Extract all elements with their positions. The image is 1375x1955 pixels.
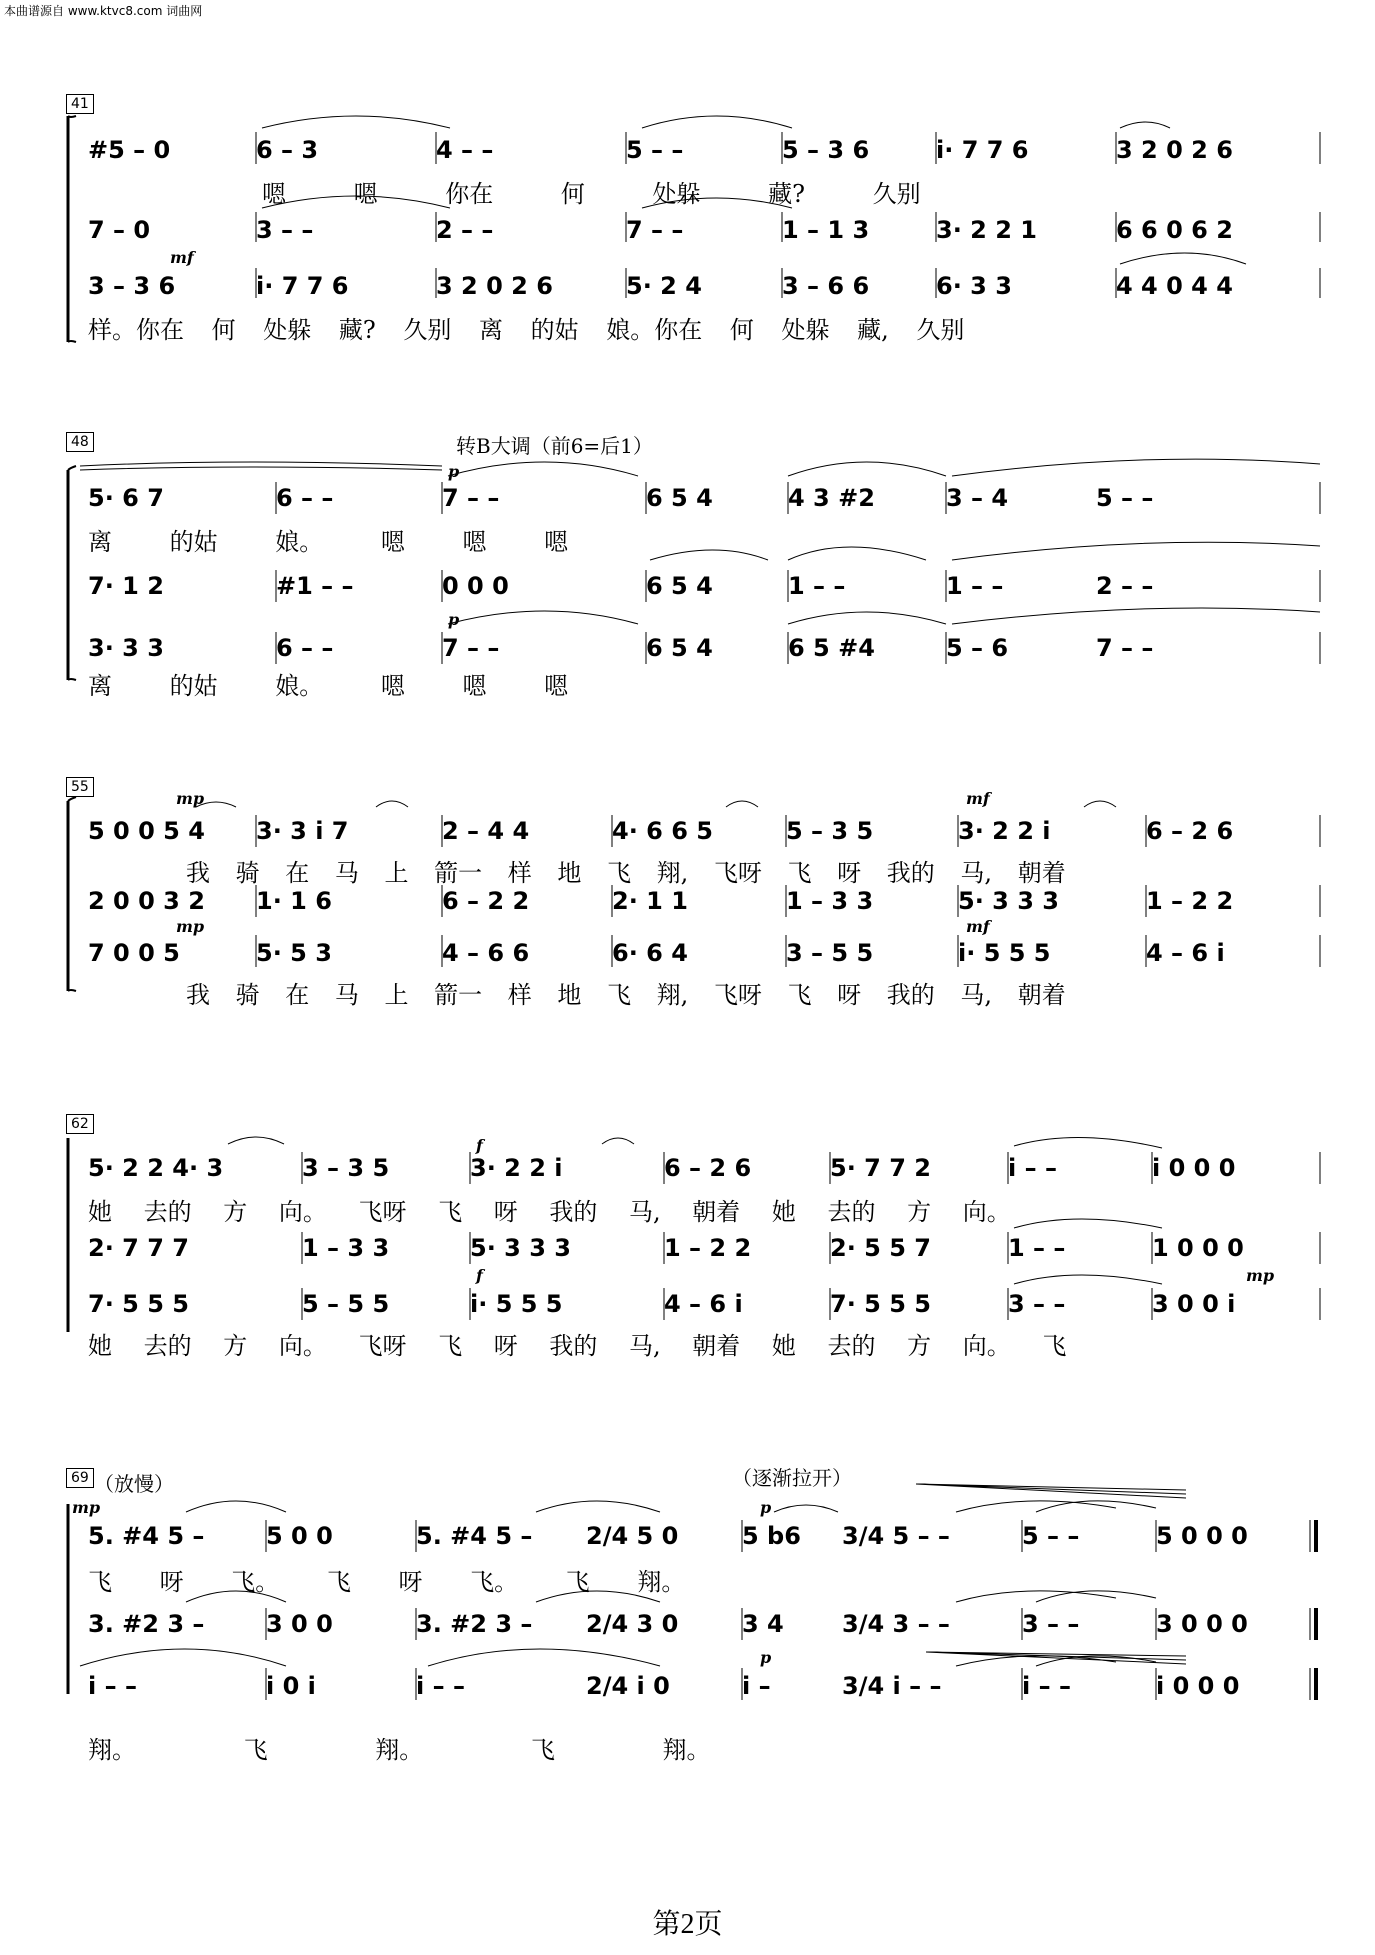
measure: 3/4 i – –: [842, 1672, 942, 1700]
measure: 5 b6: [742, 1522, 801, 1550]
measure: 7 – –: [1096, 634, 1154, 662]
staff-lower-notes: [88, 939, 1320, 967]
measure: 3· 3 i 7: [256, 817, 349, 845]
measure: 3 – –: [1022, 1610, 1080, 1638]
measure: 5· 3 3 3: [958, 887, 1059, 915]
measure: i· 5 5 5: [958, 939, 1051, 967]
tempo-annotation-2: （逐渐拉开）: [732, 1466, 852, 1490]
score-system-3: [66, 775, 1320, 1035]
measure: 7 – 0: [88, 216, 151, 244]
dynamic-marking: p: [760, 1498, 772, 1517]
measure: 6 6 0 6 2: [1116, 216, 1233, 244]
measure: 2 – –: [1096, 572, 1154, 600]
measure: i –: [742, 1672, 771, 1700]
measure: i· 5 5 5: [470, 1290, 563, 1318]
measure: 3 – 5 5: [786, 939, 874, 967]
measure: 6 – 2 6: [1146, 817, 1234, 845]
measure: 3 0 0: [266, 1610, 333, 1638]
dynamic-marking: mf: [170, 248, 194, 267]
measure: 6· 6 4: [612, 939, 688, 967]
measure: i· 7 7 6: [256, 272, 349, 300]
measure: 3 0 0 i: [1152, 1290, 1236, 1318]
lyrics-lower: 我 骑 在 马 上 箭一 样 地 飞 翔, 飞呀 飞 呀 我的 马, 朝着: [186, 981, 1066, 1009]
staff-lower-notes: [88, 634, 1320, 662]
measure: 2/4 5 0: [586, 1522, 679, 1550]
measure: 2 – –: [436, 216, 494, 244]
measure: i – –: [88, 1672, 137, 1700]
measure: 3 0 0 0: [1156, 1610, 1248, 1638]
measure: 1 – 1 3: [782, 216, 870, 244]
measure: i 0 0 0: [1152, 1154, 1236, 1182]
lyrics-lower: 样。你在 何 处躲 藏? 久别 离 的姑 娘。你在 何 处躲 藏, 久别: [88, 316, 965, 344]
measure: 1 0 0 0: [1152, 1234, 1244, 1262]
dynamic-marking: mp: [176, 917, 205, 936]
measure-number: 48: [66, 432, 94, 452]
lyrics-upper: 我 骑 在 马 上 箭一 样 地 飞 翔, 飞呀 飞 呀 我的 马, 朝着: [186, 859, 1066, 887]
measure: #5 – 0: [88, 136, 171, 164]
measure: 3. #2 3 –: [416, 1610, 533, 1638]
measure: 1 – 3 3: [302, 1234, 390, 1262]
measure-number: 55: [66, 777, 94, 797]
measure: 5 0 0 0: [1156, 1522, 1248, 1550]
lyrics-lower: 翔。 飞 翔。 飞 翔。: [88, 1736, 711, 1764]
measure: 3 2 0 2 6: [436, 272, 553, 300]
measure: i – –: [1022, 1672, 1071, 1700]
dynamic-marking: mp: [72, 1498, 101, 1517]
measure: 3· 2 2 i: [958, 817, 1051, 845]
measure: 2 – 4 4: [442, 817, 530, 845]
staff-lower-notes: [88, 1672, 1320, 1700]
page-number: 第2页: [652, 1909, 723, 1940]
dynamic-marking: f: [476, 1266, 483, 1285]
measure: 5. #4 5 –: [88, 1522, 205, 1550]
measure: 1 – –: [946, 572, 1004, 600]
dynamic-marking: mf: [966, 789, 990, 808]
header-source-note: 本曲谱源自 www.ktvc8.com 词曲网: [4, 4, 203, 18]
dynamic-marking: mf: [966, 917, 990, 936]
measure: 1· 1 6: [256, 887, 332, 915]
measure: 5 – 3 6: [782, 136, 870, 164]
measure: 7 – –: [442, 484, 500, 512]
measure: 5· 7 7 2: [830, 1154, 931, 1182]
measure: 6 5 #4: [788, 634, 875, 662]
staff-lower-notes: [88, 272, 1320, 300]
measure: 4 – 6 i: [664, 1290, 743, 1318]
staff-upper-notes: [88, 484, 1320, 512]
measure: 2/4 i 0: [586, 1672, 670, 1700]
measure: 7 0 0 5: [88, 939, 180, 967]
measure-number: 41: [66, 94, 94, 114]
measure: 4 4 0 4 4: [1116, 272, 1233, 300]
measure: 5 0 0: [266, 1522, 333, 1550]
measure: 4· 6 6 5: [612, 817, 713, 845]
dynamic-marking: p: [760, 1648, 772, 1667]
measure: 3 – 6 6: [782, 272, 870, 300]
measure: 3 – –: [1008, 1290, 1066, 1318]
measure: 6 5 4: [646, 572, 713, 600]
measure: 6 – 2 2: [442, 887, 530, 915]
measure: 2 0 0 3 2: [88, 887, 205, 915]
staff-middle-notes: [88, 887, 1320, 915]
key-change-annotation: 转B大调（前6=后1）: [456, 434, 653, 458]
score-system-5: [66, 1468, 1320, 1768]
staff-middle-notes: [88, 1610, 1320, 1638]
measure: 3/4 5 – –: [842, 1522, 950, 1550]
measure: 3 – 3 5: [302, 1154, 390, 1182]
dynamic-marking: f: [476, 1136, 483, 1155]
measure: 0 0 0: [442, 572, 509, 600]
measure: 6 – 2 6: [664, 1154, 752, 1182]
staff-upper-notes: [88, 817, 1320, 845]
staff-middle-notes: [88, 572, 1320, 600]
score-system-4: [66, 1112, 1320, 1372]
measure-number: 69: [66, 1468, 94, 1488]
measure: 6 5 4: [646, 484, 713, 512]
staff-middle-notes: [88, 216, 1320, 244]
measure: 3/4 3 – –: [842, 1610, 950, 1638]
measure: 1 – 2 2: [1146, 887, 1234, 915]
measure: 5· 5 3: [256, 939, 332, 967]
measure: 1 – 3 3: [786, 887, 874, 915]
measure: #1 – –: [276, 572, 354, 600]
measure: 2· 5 5 7: [830, 1234, 931, 1262]
lyrics-lower: 离 的姑 娘。 嗯 嗯 嗯: [88, 672, 569, 700]
measure: i 0 0 0: [1156, 1672, 1240, 1700]
measure-number: 62: [66, 1114, 94, 1134]
measure: 4 – –: [436, 136, 494, 164]
measure: 6 – 3: [256, 136, 319, 164]
measure: 5· 2 4: [626, 272, 702, 300]
measure: 4 – 6 i: [1146, 939, 1225, 967]
measure: 5 0 0 5 4: [88, 817, 205, 845]
measure: 6 5 4: [646, 634, 713, 662]
measure: 5 – 5 5: [302, 1290, 390, 1318]
measure: 5 – –: [1022, 1522, 1080, 1550]
score-system-2: [66, 430, 1320, 700]
measure: 2· 7 7 7: [88, 1234, 189, 1262]
dynamic-marking: p: [448, 462, 460, 481]
measure: i – –: [1008, 1154, 1057, 1182]
dynamic-marking: mp: [176, 789, 205, 808]
measure: 4 – 6 6: [442, 939, 530, 967]
measure: 6· 3 3: [936, 272, 1012, 300]
lyrics-upper: 她 去的 方 向。 飞呀 飞 呀 我的 马, 朝着 她 去的 方 向。: [88, 1198, 1011, 1226]
tempo-annotation: （放慢）: [94, 1472, 174, 1496]
measure: 3 2 0 2 6: [1116, 136, 1233, 164]
measure: 5 – –: [1096, 484, 1154, 512]
staff-upper-notes: [88, 136, 1320, 164]
measure: 7· 5 5 5: [88, 1290, 189, 1318]
staff-upper-notes: [88, 1522, 1320, 1550]
measure: 1 – –: [1008, 1234, 1066, 1262]
measure: 5 – 6: [946, 634, 1009, 662]
measure: 7 – –: [442, 634, 500, 662]
measure: 3· 3 3: [88, 634, 164, 662]
measure: 2/4 3 0: [586, 1610, 679, 1638]
staff-upper-notes: [88, 1154, 1320, 1182]
measure: 6 – –: [276, 634, 334, 662]
dynamic-marking: p: [448, 610, 460, 629]
measure: 6 – –: [276, 484, 334, 512]
staff-lower-notes: [88, 1290, 1320, 1318]
measure: 3 – 3 6: [88, 272, 176, 300]
lyrics-lower: 她 去的 方 向。 飞呀 飞 呀 我的 马, 朝着 她 去的 方 向。 飞: [88, 1332, 1067, 1360]
measure: 2· 1 1: [612, 887, 688, 915]
measure: 3 – –: [256, 216, 314, 244]
lyrics-upper: 离 的姑 娘。 嗯 嗯 嗯: [88, 528, 569, 556]
measure: 3 4: [742, 1610, 784, 1638]
measure: 1 – 2 2: [664, 1234, 752, 1262]
measure: i· 7 7 6: [936, 136, 1029, 164]
measure: 5· 6 7: [88, 484, 164, 512]
measure: 3. #2 3 –: [88, 1610, 205, 1638]
score-system-1: [66, 92, 1320, 352]
measure: 5. #4 5 –: [416, 1522, 533, 1550]
measure: 5 – 3 5: [786, 817, 874, 845]
measure: 7· 5 5 5: [830, 1290, 931, 1318]
measure: 5· 2 2 4· 3: [88, 1154, 224, 1182]
measure: 5 – –: [626, 136, 684, 164]
measure: i 0 i: [266, 1672, 316, 1700]
staff-middle-notes: [88, 1234, 1320, 1262]
measure: 5· 3 3 3: [470, 1234, 571, 1262]
measure: 3 – 4: [946, 484, 1009, 512]
lyrics-upper: 嗯 嗯 你在 何 处躲 藏? 久别: [262, 180, 921, 208]
dynamic-marking: mp: [1246, 1266, 1275, 1285]
lyrics-upper: 飞 呀 飞。 飞 呀 飞。 飞 翔。: [88, 1568, 686, 1596]
measure: 3· 2 2 i: [470, 1154, 563, 1182]
measure: 3· 2 2 1: [936, 216, 1037, 244]
measure: i – –: [416, 1672, 465, 1700]
measure: 1 – –: [788, 572, 846, 600]
measure: 7· 1 2: [88, 572, 164, 600]
measure: 7 – –: [626, 216, 684, 244]
measure: 4 3 #2: [788, 484, 875, 512]
